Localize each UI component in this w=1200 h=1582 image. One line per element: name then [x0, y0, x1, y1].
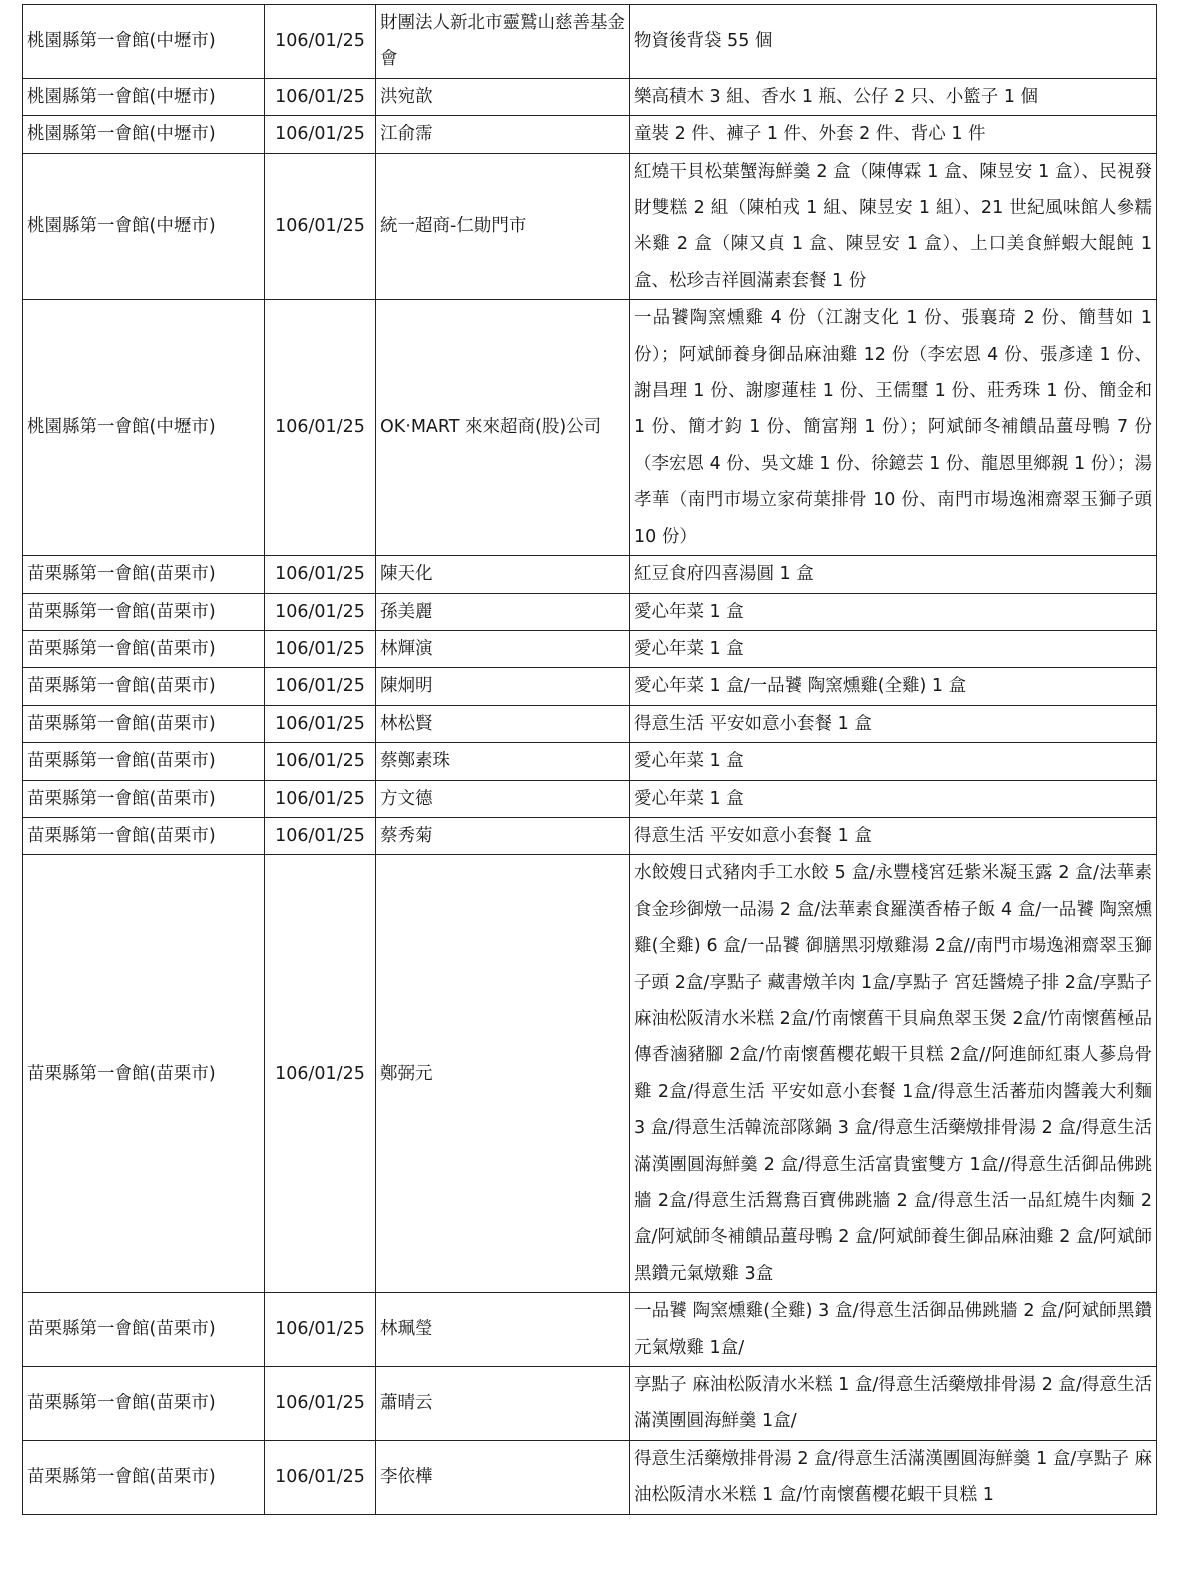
- venue-cell: 桃園縣第一會館(中壢市): [23, 300, 265, 556]
- date-cell: 106/01/25: [265, 300, 376, 556]
- items-cell: 水餃嫂日式豬肉手工水餃 5 盒/永豐棧宮廷紫米凝玉露 2 盒/法華素食金珍御燉一品湯 2 盒/法華素食羅漢香椿子飯 4 盒/一品饕 陶窯燻雞(全雞) 6 盒/一品饕 御膳黑羽燉雞湯 2盒//南門市場逸湘齋翠玉獅子頭 2盒/享點子 藏書燉羊肉 1盒/享點子 宮廷醬燒子排 2盒/享點子 麻油松阪清水米糕 2盒/竹南懷舊干貝扁魚翠玉煲 2盒/竹南懷舊極品傳香滷豬腳 2盒/竹南懷舊櫻花蝦干貝糕 2盒//阿進師紅棗人蔘烏骨雞 2盒/得意生活 平安如意小套餐 1盒/得意生活蕃茄肉醬義大利麵 3 盒/得意生活韓流部隊鍋 3 盒/得意生活藥燉排骨湯 2 盒/得意生活滿漢團圓海鮮羹 2 盒/得意生活富貴蜜雙方 1盒//得意生活御品佛跳牆 2盒/得意生活鴛鴦百寶佛跳牆 2 盒/得意生活一品紅燒牛肉麵 2 盒/阿斌師冬補饋品薑母鴨 2 盒/阿斌師養生御品麻油雞 2 盒/阿斌師黑鑽元氣燉雞 3盒: [630, 855, 1157, 1293]
- venue-cell: 苗栗縣第一會館(苗栗市): [23, 743, 265, 780]
- table-row: [23, 116, 1157, 153]
- venue-cell: 苗栗縣第一會館(苗栗市): [23, 593, 265, 630]
- table-row: [23, 817, 1157, 854]
- date-cell: 106/01/25: [265, 78, 376, 115]
- donor-cell: 蕭晴云: [376, 1367, 630, 1441]
- items-cell: 一品饕陶窯燻雞 4 份（江謝支化 1 份、張襄琦 2 份、簡彗如 1 份）；阿斌師養身御品麻油雞 12 份（李宏恩 4 份、張彥達 1 份、謝昌理 1 份、謝廖蓮桂 1 份、王儒璽 1 份、莊秀珠 1 份、簡金和 1 份、簡才鈞 1 份、簡富翔 1 份）；阿斌師冬補饋品薑母鴨 7 份（李宏恩 4 份、吳文雄 1 份、徐鐿芸 1 份、龍恩里鄉親 1 份）；湯孝華（南門市場立家荷葉排骨 10 份、南門市場逸湘齋翠玉獅子頭 10 份）: [630, 300, 1157, 556]
- table-row: [23, 78, 1157, 115]
- table-row: [23, 705, 1157, 742]
- table-row: [23, 1367, 1157, 1441]
- date-cell: 106/01/25: [265, 817, 376, 854]
- donor-cell: 林松賢: [376, 705, 630, 742]
- items-cell: 享點子 麻油松阪清水米糕 1 盒/得意生活藥燉排骨湯 2 盒/得意生活滿漢團圓海鮮羹 1盒/: [630, 1367, 1157, 1441]
- table-row: [23, 668, 1157, 705]
- items-cell: 童裝 2 件、褲子 1 件、外套 2 件、背心 1 件: [630, 116, 1157, 153]
- items-cell: 愛心年菜 1 盒: [630, 593, 1157, 630]
- donor-cell: 方文德: [376, 780, 630, 817]
- venue-cell: 桃園縣第一會館(中壢市): [23, 78, 265, 115]
- items-cell: 紅豆食府四喜湯圓 1 盒: [630, 556, 1157, 593]
- date-cell: 106/01/25: [265, 855, 376, 1293]
- donor-cell: 林輝演: [376, 630, 630, 667]
- items-cell: 得意生活 平安如意小套餐 1 盒: [630, 817, 1157, 854]
- donor-cell: 陳天化: [376, 556, 630, 593]
- date-cell: 106/01/25: [265, 116, 376, 153]
- donor-cell: 陳炯明: [376, 668, 630, 705]
- date-cell: 106/01/25: [265, 630, 376, 667]
- venue-cell: 苗栗縣第一會館(苗栗市): [23, 1440, 265, 1514]
- venue-cell: 苗栗縣第一會館(苗栗市): [23, 780, 265, 817]
- venue-cell: 苗栗縣第一會館(苗栗市): [23, 668, 265, 705]
- date-cell: 106/01/25: [265, 1293, 376, 1367]
- date-cell: 106/01/25: [265, 1367, 376, 1441]
- date-cell: 106/01/25: [265, 743, 376, 780]
- date-cell: 106/01/25: [265, 668, 376, 705]
- venue-cell: 苗栗縣第一會館(苗栗市): [23, 705, 265, 742]
- venue-cell: 桃園縣第一會館(中壢市): [23, 116, 265, 153]
- venue-cell: 苗栗縣第一會館(苗栗市): [23, 630, 265, 667]
- donor-cell: OK‧MART 來來超商(股)公司: [376, 300, 630, 556]
- venue-cell: 苗栗縣第一會館(苗栗市): [23, 855, 265, 1293]
- date-cell: 106/01/25: [265, 780, 376, 817]
- donor-cell: 蔡鄭素珠: [376, 743, 630, 780]
- donor-cell: 蔡秀菊: [376, 817, 630, 854]
- donor-cell: 洪宛歆: [376, 78, 630, 115]
- date-cell: 106/01/25: [265, 556, 376, 593]
- table-row: [23, 743, 1157, 780]
- table-row: [23, 153, 1157, 300]
- items-cell: 樂高積木 3 組、香水 1 瓶、公仔 2 只、小籃子 1 個: [630, 78, 1157, 115]
- items-cell: 愛心年菜 1 盒: [630, 743, 1157, 780]
- table-row: [23, 556, 1157, 593]
- date-cell: 106/01/25: [265, 153, 376, 300]
- table-row: [23, 1293, 1157, 1367]
- date-cell: 106/01/25: [265, 593, 376, 630]
- venue-cell: 苗栗縣第一會館(苗栗市): [23, 556, 265, 593]
- donation-table-body: [23, 5, 1157, 1515]
- table-row: [23, 855, 1157, 1293]
- venue-cell: 苗栗縣第一會館(苗栗市): [23, 817, 265, 854]
- donor-cell: 林珮瑩: [376, 1293, 630, 1367]
- table-row: [23, 1440, 1157, 1514]
- date-cell: 106/01/25: [265, 705, 376, 742]
- items-cell: 紅燒干貝松葉蟹海鮮羹 2 盒（陳傳霖 1 盒、陳昱安 1 盒）、民視發財雙糕 2 組（陳柏戎 1 組、陳昱安 1 組）、21 世紀風味館人參糯米雞 2 盒（陳又貞 1 盒、陳昱安 1 盒）、上口美食鮮蝦大餛飩 1 盒、松珍吉祥圓滿素套餐 1 份: [630, 153, 1157, 300]
- table-row: [23, 300, 1157, 556]
- donor-cell: 財團法人新北市靈鷲山慈善基金會: [376, 5, 630, 79]
- items-cell: 得意生活藥燉排骨湯 2 盒/得意生活滿漢團圓海鮮羹 1 盒/享點子 麻油松阪清水米糕 1 盒/竹南懷舊櫻花蝦干貝糕 1: [630, 1440, 1157, 1514]
- table-row: [23, 630, 1157, 667]
- donor-cell: 李依樺: [376, 1440, 630, 1514]
- donor-cell: 鄭弼元: [376, 855, 630, 1293]
- items-cell: 愛心年菜 1 盒: [630, 780, 1157, 817]
- venue-cell: 苗栗縣第一會館(苗栗市): [23, 1293, 265, 1367]
- donation-table: [22, 4, 1157, 1515]
- date-cell: 106/01/25: [265, 1440, 376, 1514]
- venue-cell: 桃園縣第一會館(中壢市): [23, 153, 265, 300]
- table-row: [23, 5, 1157, 79]
- donor-cell: 統一超商-仁勛門市: [376, 153, 630, 300]
- items-cell: 愛心年菜 1 盒/一品饕 陶窯燻雞(全雞) 1 盒: [630, 668, 1157, 705]
- donor-cell: 孫美麗: [376, 593, 630, 630]
- donor-cell: 江俞霈: [376, 116, 630, 153]
- venue-cell: 桃園縣第一會館(中壢市): [23, 5, 265, 79]
- items-cell: 物資後背袋 55 個: [630, 5, 1157, 79]
- items-cell: 得意生活 平安如意小套餐 1 盒: [630, 705, 1157, 742]
- items-cell: 愛心年菜 1 盒: [630, 630, 1157, 667]
- table-row: [23, 780, 1157, 817]
- items-cell: 一品饕 陶窯燻雞(全雞) 3 盒/得意生活御品佛跳牆 2 盒/阿斌師黑鑽元氣燉雞 1盒/: [630, 1293, 1157, 1367]
- venue-cell: 苗栗縣第一會館(苗栗市): [23, 1367, 265, 1441]
- table-row: [23, 593, 1157, 630]
- date-cell: 106/01/25: [265, 5, 376, 79]
